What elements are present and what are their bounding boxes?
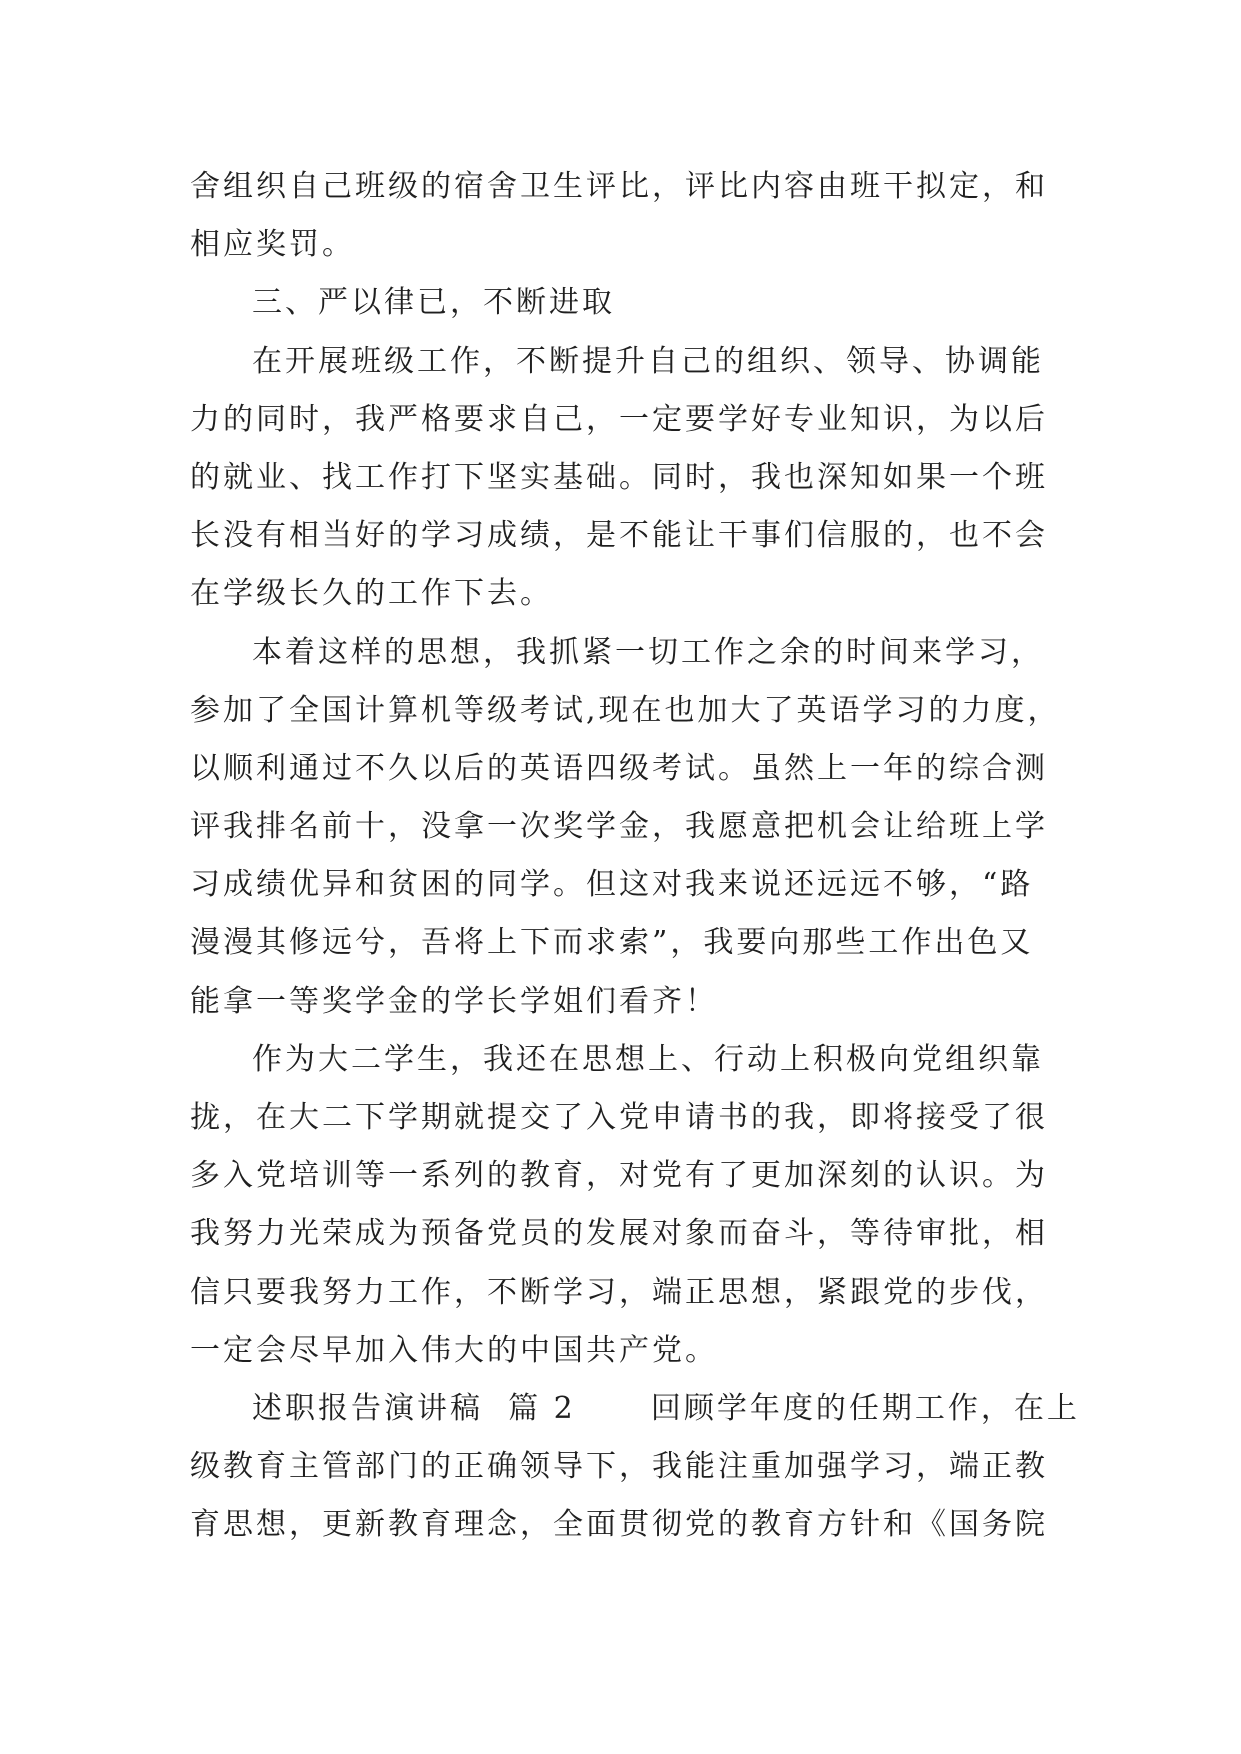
text-line: 参加了全国计算机等级考试,现在也加大了英语学习的力度，: [190, 692, 1061, 728]
text-line: 习成绩优异和贫困的同学。但这对我来说还远远不够，“路: [190, 867, 1034, 903]
text-line: 本着这样的思想，我抓紧一切工作之余的时间来学习，: [252, 634, 1044, 670]
text-line: 级教育主管部门的正确领导下，我能注重加强学习，端正教: [190, 1449, 1048, 1485]
text-line: 信只要我努力工作，不断学习，端正思想，紧跟党的步伐，: [190, 1274, 1048, 1310]
section-heading: 三、严以律已，不断进取: [252, 285, 615, 321]
text-line: 多入党培训等一系列的教育，对党有了更加深刻的认识。为: [190, 1158, 1048, 1194]
text-line: 在学级长久的工作下去。: [190, 576, 553, 612]
text-line: 能拿一等奖学金的学长学姐们看齐！: [190, 983, 718, 1019]
text-line: 漫漫其修远兮，吾将上下而求索”，我要向那些工作出色又: [190, 925, 1034, 961]
text-line: 以顺利通过不久以后的英语四级考试。虽然上一年的综合测: [190, 750, 1048, 786]
text-line: 力的同时，我严格要求自己，一定要学好专业知识，为以后: [190, 401, 1048, 437]
text-line: 我努力光荣成为预备党员的发展对象而奋斗，等待审批，相: [190, 1216, 1048, 1252]
text-line: 一定会尽早加入伟大的中国共产党。: [190, 1332, 718, 1368]
text-line: 的就业、找工作打下坚实基础。同时，我也深知如果一个班: [190, 459, 1048, 495]
text-line: 育思想，更新教育理念，全面贯彻党的教育方针和《国务院: [190, 1507, 1048, 1543]
text-line: 在开展班级工作，不断提升自己的组织、领导、协调能: [252, 343, 1044, 379]
text-line: 长没有相当好的学习成绩，是不能让干事们信服的，也不会: [190, 518, 1048, 554]
text-line: 作为大二学生，我还在思想上、行动上积极向党组织靠: [252, 1041, 1044, 1077]
document-body: [190, 158, 1080, 1555]
text-line: 评我排名前十，没拿一次奖学金，我愿意把机会让给班上学: [190, 809, 1048, 845]
section-title-line: 述职报告演讲稿 篇 2 回顾学年度的任期工作，在上: [252, 1390, 1080, 1426]
text-line: 拢，在大二下学期就提交了入党申请书的我，即将接受了很: [190, 1100, 1048, 1135]
text-line: 相应奖罚。: [190, 227, 355, 263]
text-line: 舍组织自己班级的宿舍卫生评比，评比内容由班干拟定，和: [190, 169, 1048, 204]
